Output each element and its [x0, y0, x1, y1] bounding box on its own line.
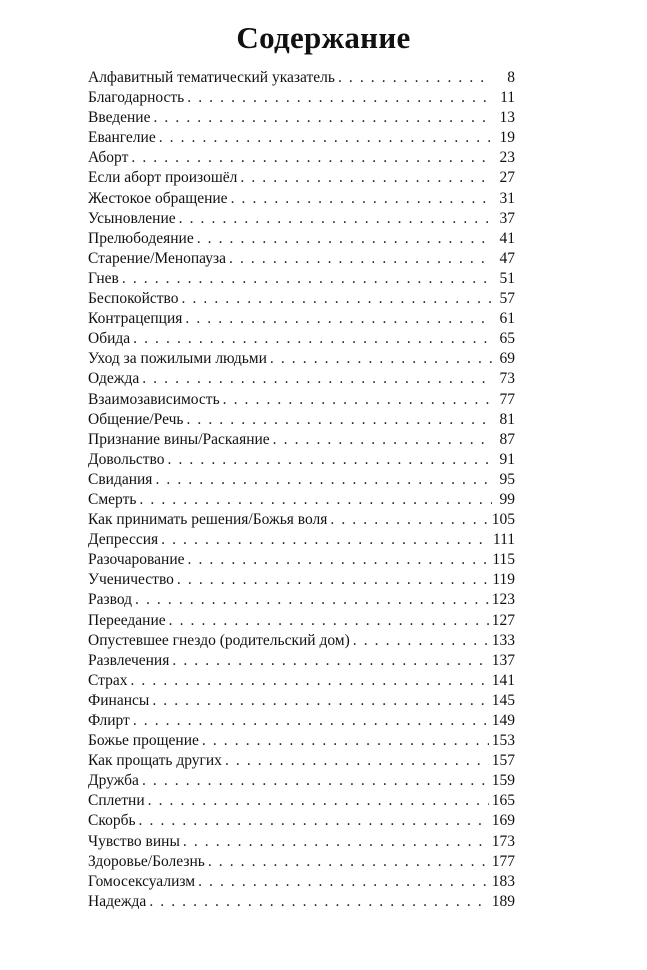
dot-leader [330, 510, 488, 530]
dot-leader [231, 189, 492, 209]
toc-entry [88, 349, 515, 369]
dot-leader [188, 550, 490, 570]
toc-entry-page-number: 51 [499, 269, 515, 287]
dot-leader [223, 390, 492, 410]
toc-entry-page-number: 111 [492, 531, 515, 549]
toc-entry-page-number: 123 [491, 591, 515, 609]
dot-leader [122, 269, 492, 289]
toc-entry-page-number: 65 [499, 330, 515, 348]
dot-leader [153, 108, 492, 128]
toc-entry [88, 872, 515, 892]
toc-entry-page-number: 165 [491, 792, 515, 810]
toc-entry-label: Как прощать других [88, 752, 222, 770]
toc-entry-page-number: 37 [499, 209, 515, 227]
toc-entry-page-number: 41 [499, 229, 515, 247]
toc-entry-label: Сплетни [88, 792, 145, 810]
toc-entry [88, 791, 515, 811]
toc-entry-label: Депрессия [88, 531, 159, 549]
toc-entry-page-number: 133 [491, 631, 515, 649]
page-title: Содержание [236, 20, 411, 55]
toc-entry-label: Прелюбодеяние [88, 229, 194, 247]
toc-entry-page-number: 115 [492, 551, 515, 569]
toc-entry [88, 852, 515, 872]
toc-entry-label: Жестокое обращение [88, 189, 228, 207]
toc-entry [88, 168, 515, 188]
toc-entry-page-number: 27 [499, 169, 515, 187]
toc-entry-label: Развод [88, 591, 133, 609]
toc-entry-page-number: 81 [499, 410, 515, 428]
toc-entry-label: Страх [88, 671, 128, 689]
toc-entry-label: Одежда [88, 370, 140, 388]
dot-leader [186, 410, 492, 430]
dot-leader [152, 691, 488, 711]
dot-leader [179, 209, 492, 229]
toc-entry [88, 430, 515, 450]
toc-entry-page-number: 99 [499, 490, 515, 508]
toc-entry-page-number: 153 [491, 732, 515, 750]
dot-leader [148, 791, 489, 811]
toc-entry [88, 490, 515, 510]
toc-entry [88, 892, 515, 912]
dot-leader [135, 590, 489, 610]
dot-leader [338, 68, 492, 88]
dot-leader [187, 88, 492, 108]
dot-leader [197, 229, 492, 249]
toc-entry [88, 671, 515, 691]
toc-entry [88, 148, 515, 168]
toc-entry-label: Введение [88, 109, 151, 127]
toc-entry-page-number: 177 [491, 852, 515, 870]
dot-leader [183, 832, 489, 852]
dot-leader [155, 470, 492, 490]
dot-leader [208, 852, 489, 872]
dot-leader [172, 651, 488, 671]
toc-entry-page-number: 73 [499, 370, 515, 388]
toc-entry-page-number: 183 [491, 872, 515, 890]
toc-entry [88, 751, 515, 771]
toc-entry-page-number: 169 [491, 812, 515, 830]
toc-entry [88, 108, 515, 128]
toc-entry [88, 711, 515, 731]
toc-entry-label: Аборт [88, 149, 129, 167]
toc-entry-label: Скорбь [88, 812, 136, 830]
toc-entry-page-number: 145 [491, 691, 515, 709]
toc-entry-label: Смерть [88, 490, 137, 508]
toc-entry-label: Признание вины/Раскаяние [88, 430, 270, 448]
toc-entry-page-number: 157 [491, 752, 515, 770]
dot-leader [142, 369, 492, 389]
dot-leader [169, 611, 489, 631]
toc-entry-page-number: 149 [491, 712, 515, 729]
toc-entry-page-number: 137 [491, 651, 515, 669]
toc-entry [88, 550, 515, 570]
toc-entry-label: Если аборт произошёл [88, 169, 238, 187]
toc-entry-page-number: 127 [491, 611, 515, 629]
toc-entry [88, 611, 515, 631]
toc-entry [88, 691, 515, 711]
toc-entry-page-number: 87 [499, 430, 515, 448]
toc-entry-label: Старение/Менопауза [88, 249, 227, 267]
dot-leader [182, 289, 493, 309]
dot-leader [240, 168, 492, 188]
toc-entry-page-number: 189 [491, 892, 515, 910]
dot-leader [353, 631, 489, 651]
dot-leader [133, 711, 489, 731]
toc-entry-label: Развлечения [88, 651, 170, 669]
toc-entry-label: Дружба [88, 772, 139, 790]
toc-entry [88, 128, 515, 148]
dot-leader [177, 570, 489, 590]
dot-leader [198, 872, 489, 892]
toc-entry [88, 811, 515, 831]
toc-entry-label: Благодарность [88, 89, 185, 107]
toc-entry [88, 651, 515, 671]
toc-entry [88, 269, 515, 289]
toc-entry [88, 249, 515, 269]
toc-entry-page-number: 119 [492, 571, 515, 589]
toc-entry-label: Флирт [88, 712, 130, 729]
toc-entry-label: Разочарование [88, 551, 185, 569]
toc-entry-label: Усыновление [88, 209, 176, 227]
toc-entry-page-number: 141 [491, 671, 515, 689]
toc-entry-page-number: 91 [499, 450, 515, 468]
toc-entry [88, 309, 515, 329]
toc-entry [88, 68, 515, 88]
toc-entry-page-number: 69 [499, 350, 515, 368]
toc-entry-label: Общение/Речь [88, 410, 184, 428]
toc-entry [88, 450, 515, 470]
toc-entry-label: Надежда [88, 892, 147, 910]
toc-entry-label: Здоровье/Болезнь [88, 852, 205, 870]
toc-entry-label: Контрацепция [88, 310, 183, 328]
toc-entry [88, 631, 515, 651]
toc-entry-page-number: 31 [499, 189, 515, 207]
dot-leader [133, 329, 492, 349]
toc-entry [88, 530, 515, 550]
dot-leader [185, 309, 492, 329]
toc-entry-label: Божье прощение [88, 732, 199, 750]
toc-entry-label: Довольство [88, 450, 165, 468]
dot-leader [139, 490, 492, 510]
toc-entry [88, 590, 515, 610]
toc-entry-page-number: 13 [499, 109, 515, 127]
toc-entry-label: Ученичество [88, 571, 174, 589]
toc-entry-page-number: 8 [507, 69, 515, 86]
toc-entry [88, 189, 515, 209]
toc-entry-page-number: 57 [499, 290, 515, 308]
toc-entry [88, 88, 515, 108]
toc-entry [88, 410, 515, 430]
dot-leader [270, 349, 492, 369]
toc-entry [88, 209, 515, 229]
toc-entry [88, 229, 515, 249]
toc-entry-page-number: 159 [491, 772, 515, 790]
toc-entry-label: Опустевшее гнездо (родительский дом) [88, 631, 350, 649]
toc-entry [88, 731, 515, 751]
toc-entry [88, 289, 515, 309]
toc-entry-label: Чувство вины [88, 832, 180, 850]
toc-entry-label: Переедание [88, 611, 166, 629]
toc-entry-page-number: 23 [499, 149, 515, 167]
toc-entry-page-number: 105 [491, 511, 515, 529]
toc-entry [88, 390, 515, 410]
dot-leader [225, 751, 489, 771]
toc-entry-label: Беспокойство [88, 290, 179, 308]
toc-entry-label: Уход за пожилыми людьми [88, 350, 267, 368]
toc-entry [88, 570, 515, 590]
toc-entry-page-number: 11 [500, 89, 515, 107]
dot-leader [142, 771, 489, 791]
toc-entry-page-number: 77 [499, 390, 515, 408]
toc-entry-label: Обида [88, 330, 131, 348]
toc-entry [88, 832, 515, 852]
toc-entry-label: Финансы [88, 691, 150, 709]
toc-entry [88, 369, 515, 389]
toc-entry-page-number: 19 [499, 129, 515, 147]
dot-leader [202, 731, 489, 751]
toc-entry-page-number: 173 [491, 832, 515, 850]
toc-entry [88, 771, 515, 791]
toc-entry-page-number: 47 [499, 249, 515, 267]
toc-entry-label: Алфавитный тематический указатель [88, 69, 335, 86]
toc-entry [88, 329, 515, 349]
toc-entry-page-number: 61 [499, 310, 515, 328]
dot-leader [131, 148, 492, 168]
toc-entry [88, 510, 515, 530]
dot-leader [159, 128, 492, 148]
toc-entry-label: Гомосексуализм [88, 872, 196, 890]
dot-leader [149, 892, 488, 912]
dot-leader [168, 450, 492, 470]
dot-leader [273, 430, 492, 450]
dot-leader [229, 249, 492, 269]
toc-entry [88, 470, 515, 490]
table-of-contents [88, 68, 515, 912]
toc-entry-label: Взаимозависимость [88, 390, 220, 408]
toc-entry-label: Как принимать решения/Божья воля [88, 511, 328, 529]
toc-entry-label: Свидания [88, 470, 153, 488]
dot-leader [161, 530, 490, 550]
dot-leader [130, 671, 488, 691]
toc-entry-label: Евангелие [88, 129, 156, 147]
toc-entry-page-number: 95 [499, 470, 515, 488]
dot-leader [139, 811, 489, 831]
toc-entry-label: Гнев [88, 269, 119, 287]
